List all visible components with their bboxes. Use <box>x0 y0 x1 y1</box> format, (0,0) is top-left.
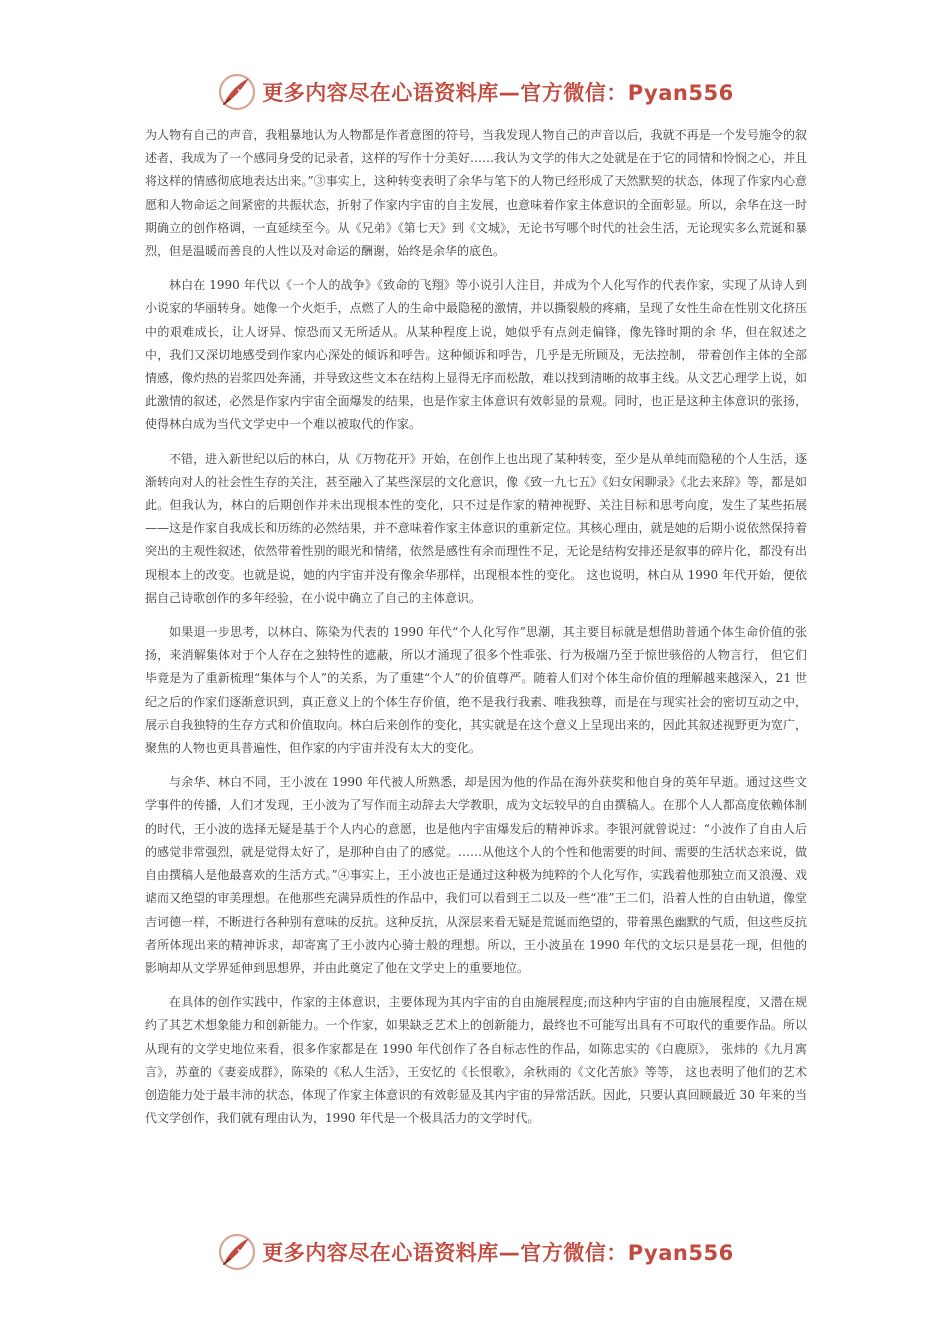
header-banner-inner <box>216 71 733 113</box>
paragraph-2: 林白在 1990 年代以《一个人的战争》《致命的飞翔》等小说引人注目，并成为个人化写作的代表作家，实现了从诗人到小说家的华丽转身。她像一个火炬手，点燃了人的生命中最隐秘的激情，并以撕裂般的疼痛，呈现了女性生命在性别文化挤压中的艰难成长，让人讶异、惊恐而又无所适从。从某种程度上说，她似乎有点剑走偏锋，像先锋时期的余 华，但在叙述之中，我们又深切地感受到作家内心深处的倾诉和呼告。这种倾诉和呼告，几乎是无所顾及，无法控制， 带着创作主体的全部情感，像灼热的岩浆四处奔涌，并导致这些文本在结构上显得无序而松散，难以找到清晰的故事主线。从文艺心理学上说，如此激情的叙述，必然是作家内宇宙全面爆发的结果，也是作家主体意识有效彰显的景观。同时，也正是这种主体意识的张扬，使得林白成为当代文学史中一个难以被取代的作家。 <box>145 278 807 432</box>
paragraph-3: 不错，进入新世纪以后的林白，从《万物花开》开始，在创作上也出现了某种转变，至少是从单纯而隐秘的个人生活，逐渐转向对人的社会性生存的关注，甚至融入了某些深层的文化意识，像《致一九七五》《妇女闲聊录》《北去来辞》等，都是如此。但我认为，林白的后期创作并未出现根本性的变化，只不过是作家的精神视野、关注目标和思考向度，发生了某些拓展——这是作家自我成长和历练的必然结果，并不意味着作家主体意识的重新定位。其核心理由，就是她的后期小说依然保持着突出的主观性叙述，依然带着性别的眼光和情绪，依然是感性有余而理性不足，无论是结构安排还是叙事的碎片化，都没有出现根本上的改变。也就是说，她的内宇宙并没有像余华那样，出现根本性的变化。 这也说明，林白从 1990 年代开始，便依据自己诗歌创作的多年经验，在小说中确立了自己的主体意识。 <box>145 451 807 605</box>
footer-banner-inner <box>216 1231 733 1273</box>
paragraph-6: 在具体的创作实践中，作家的主体意识，主要体现为其内宇宙的自由施展程度;而这种内宇宙的自由施展程度，又潜在规约了其艺术想象能力和创新能力。一个作家，如果缺乏艺术上的创新能力，最终也不可能写出具有不可取代的重要作品。所以从现有的文学史地位来看，很多作家都是在 1990 年代创作了各自标志性的作品，如陈忠实的《白鹿原》， 张炜的《九月寓言》，苏童的《妻妾成群》，陈染的《私人生活》，王安忆的《长恨歌》，余秋雨的《文化苦旅》等等， 这也表明了他们的艺术创造能力处于最丰沛的状态，体现了作家主体意识的有效彰显及其内宇宙的异常活跃。因此，只要认真回顾最近 30 年来的当代文学创作，我们就有理由认为，1990 年代是一个极具活力的文学时代。 <box>145 995 807 1126</box>
footer-banner <box>0 1230 950 1274</box>
header-banner <box>0 70 950 114</box>
article-body <box>145 124 807 1141</box>
paragraph-5: 与余华、林白不同，王小波在 1990 年代被人所熟悉，却是因为他的作品在海外获奖和他自身的英年早逝。通过这些文学事件的传播，人们才发现，王小波为了写作而主动辞去大学教职，成为文坛较早的自由撰稿人。在那个人人都高度依赖体制的时代，王小波的选择无疑是基于个人内心的意愿，也是他内宇宙爆发后的精神诉求。李银河就曾说过：“小波作了自由人后的感觉非常强烈，就是觉得太好了，是那种自由了的感觉。……从他这个人的个性和他需要的时间、需要的生活状态来说，做自由撰稿人是他最喜欢的生活方式。”④事实上，王小波也正是通过这种极为纯粹的个人化写作，实践着他那独立而又浪漫、戏谑而又绝望的审美理想。在他那些充满异质性的作品中，我们可以看到王二以及一些“准”王二们，沿着人性的自由轨道，像堂吉诃德一样，不断进行各种别有意味的反抗。这种反抗，从深层来看无疑是荒诞而绝望的，带着黑色幽默的气质，但这些反抗者所体现出来的精神诉求，却寄寓了王小波内心骑士般的理想。所以，王小波虽在 1990 年代的文坛只是昙花一现，但他的影响却从文学界延伸到思想界，并由此奠定了他在文学史上的重要地位。 <box>145 775 807 975</box>
paragraph-1: 为人物有自己的声音，我粗暴地认为人物都是作者意图的符号，当我发现人物自己的声音以后，我就不再是一个发号施令的叙述者，我成为了一个感同身受的记录者，这样的写作十分美好……我认为文学的伟大之处就是在于它的同情和怜悯之心，并且将这样的情感彻底地表达出来。”③事实上，这种转变表明了余华与笔下的人物已经形成了天然默契的状态，体现了作家内心意愿和人物命运之间紧密的共振状态，折射了作家内宇宙的自主发展，也意味着作家主体意识的全面彰显。所以，余华在这一时期确立的创作格调，一直延续至今。从《兄弟》《第七天》到《文城》，无论书写哪个时代的社会生活，无论现实多么荒诞和暴烈，但是温暖而善良的人性以及对命运的酬谢，始终是余华的底色。 <box>145 128 807 259</box>
quill-pen-logo-icon <box>216 71 258 113</box>
paragraph-4: 如果退一步思考，以林白、陈染为代表的 1990 年代“个人化写作”思潮，其主要目标就是想借助普通个体生命价值的张扬，来消解集体对于个人存在之独特性的遮蔽，所以才涌现了很多个性乖张、行为极端乃至于惊世骇俗的人物言行， 但它们毕竟是为了重新梳理“集体与个人”的关系，为了重建“个人”的价值尊严。随着人们对个体生命价值的理解越来越深入，21 世纪之后的作家们逐渐意识到，真正意义上的个体生存价值，绝不是我行我素、唯我独尊，而是在与现实社会的密切互动之中，展示自我独特的生存方式和价值取向。林白后来创作的变化，其实就是在这个意义上呈现出来的，因此其叙述视野更为宽广，聚焦的人物也更具普遍性，但作家的内宇宙并没有太大的变化。 <box>145 625 807 756</box>
quill-pen-logo-icon <box>216 1231 258 1273</box>
footer-banner-text: 更多内容尽在心语资料库—官方微信：Pyan556 <box>262 1241 734 1265</box>
header-banner-text: 更多内容尽在心语资料库—官方微信：Pyan556 <box>262 81 734 105</box>
